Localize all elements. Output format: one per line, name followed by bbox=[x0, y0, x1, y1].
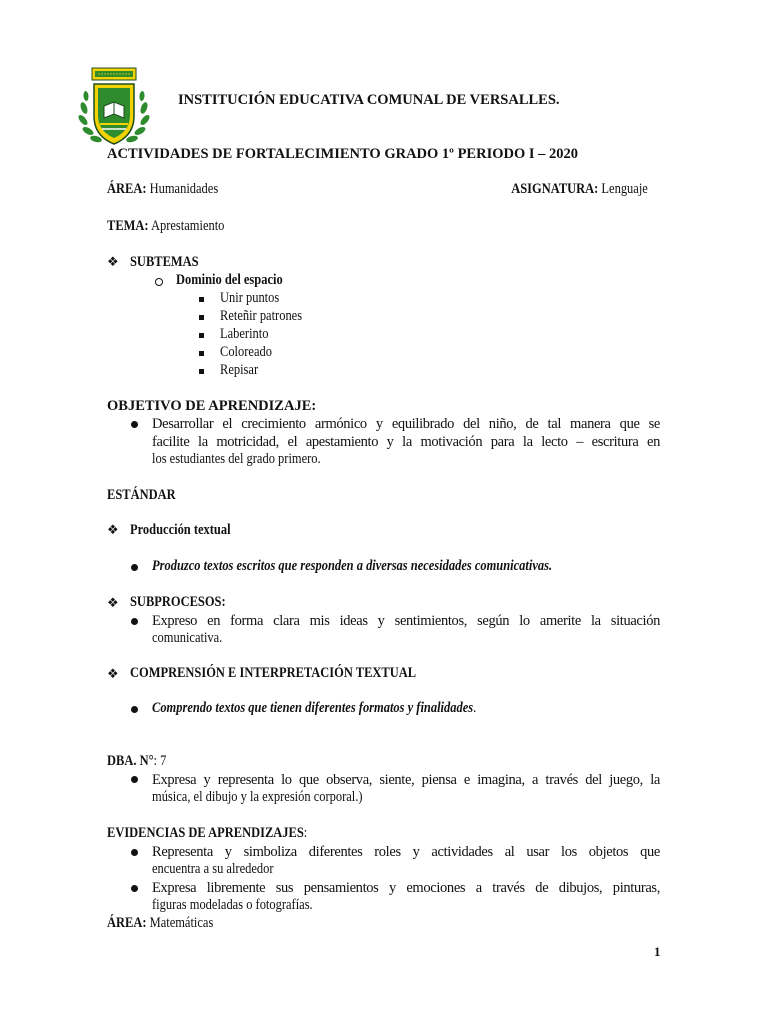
subprocesses-line: Expreso en forma clara mis ideas y sentimientos, según lo amerite la situación bbox=[152, 613, 660, 629]
bullet-icon bbox=[131, 421, 138, 428]
diamond-bullet-icon: ❖ bbox=[107, 522, 119, 537]
subject-line bbox=[511, 181, 648, 198]
subtopic-item: Unir puntos bbox=[220, 290, 280, 306]
area-value: Humanidades bbox=[149, 181, 219, 197]
evidence-line: Expresa libremente sus pensamientos y emociones a través de dibujos, pinturas, bbox=[152, 880, 660, 896]
subprocesses-line: comunicativa. bbox=[152, 630, 223, 646]
bullet-icon bbox=[131, 706, 138, 713]
evidences-heading: EVIDENCIAS DE APRENDIZAJES bbox=[107, 825, 304, 841]
topic-value: Aprestamiento bbox=[151, 218, 225, 234]
subtopics-group: Dominio del espacio bbox=[176, 272, 283, 288]
subtopic-item: Laberinto bbox=[220, 326, 269, 342]
comprehension-item-line bbox=[152, 700, 476, 717]
evidences-heading-line bbox=[107, 825, 307, 842]
dba-value: : 7 bbox=[153, 753, 167, 769]
diamond-bullet-icon: ❖ bbox=[107, 595, 119, 610]
objective-line: facilite la motricidad, el apestamiento y la motivación para la lecto – escritura en bbox=[152, 434, 660, 450]
square-bullet-icon bbox=[199, 351, 204, 356]
subject-value: Lenguaje bbox=[601, 181, 648, 197]
subject-label: ASIGNATURA: bbox=[511, 181, 599, 197]
subtopic-item: Repisar bbox=[220, 362, 259, 378]
page-number: 1 bbox=[654, 944, 661, 959]
bullet-icon bbox=[131, 618, 138, 625]
dba-label: DBA. N° bbox=[107, 753, 154, 769]
diamond-bullet-icon: ❖ bbox=[107, 254, 119, 269]
bullet-icon bbox=[131, 885, 138, 892]
hollow-circle-bullet-icon bbox=[155, 278, 163, 286]
bullet-icon bbox=[131, 849, 138, 856]
production-item: Produzco textos escritos que responden a diversas necesidades comunicativas. bbox=[152, 558, 553, 574]
subprocesses-heading: SUBPROCESOS: bbox=[130, 594, 226, 610]
bullet-icon bbox=[131, 776, 138, 783]
objective-line: Desarrollar el crecimiento armónico y equilibrado del niño, de tal manera que se bbox=[152, 416, 660, 432]
area-label: ÁREA: bbox=[107, 181, 147, 197]
footer-area-value: Matemáticas bbox=[149, 915, 214, 931]
evidence-line: figuras modeladas o fotografías. bbox=[152, 897, 313, 913]
topic-line bbox=[107, 218, 224, 235]
subtopics-heading: SUBTEMAS bbox=[130, 254, 199, 270]
school-crest-logo bbox=[78, 64, 150, 150]
comprehension-heading: COMPRENSIÓN E INTERPRETACIÓN TEXTUAL bbox=[130, 665, 417, 681]
comprehension-item: Comprendo textos que tienen diferentes formatos y finalidades bbox=[152, 700, 474, 716]
comprehension-item-suffix: . bbox=[473, 700, 477, 716]
standard-heading: ESTÁNDAR bbox=[107, 487, 176, 503]
area-line bbox=[107, 181, 218, 198]
square-bullet-icon bbox=[199, 333, 204, 338]
footer-area-line bbox=[107, 915, 213, 932]
footer-area-label: ÁREA: bbox=[107, 915, 147, 931]
dba-line-text: música, el dibujo y la expresión corporal.) bbox=[152, 789, 363, 805]
evidences-heading-suffix: : bbox=[303, 825, 308, 841]
production-heading: Producción textual bbox=[130, 522, 231, 538]
objective-heading: OBJETIVO DE APRENDIZAJE: bbox=[107, 398, 317, 414]
objective-line: los estudiantes del grado primero. bbox=[152, 451, 321, 467]
subtopic-item: Reteñir patrones bbox=[220, 308, 303, 324]
institution-title: INSTITUCIÓN EDUCATIVA COMUNAL DE VERSALLES. bbox=[178, 92, 560, 108]
subtopic-item: Coloreado bbox=[220, 344, 272, 360]
dba-line bbox=[107, 753, 166, 770]
square-bullet-icon bbox=[199, 297, 204, 302]
evidence-line: encuentra a su alrededor bbox=[152, 861, 274, 877]
square-bullet-icon bbox=[199, 315, 204, 320]
evidence-line: Representa y simboliza diferentes roles y actividades al usar los objetos que bbox=[152, 844, 660, 860]
topic-label: TEMA: bbox=[107, 218, 149, 234]
diamond-bullet-icon: ❖ bbox=[107, 666, 119, 681]
square-bullet-icon bbox=[199, 369, 204, 374]
activities-title: ACTIVIDADES DE FORTALECIMIENTO GRADO 1º PERIODO I – 2020 bbox=[107, 146, 579, 162]
bullet-icon bbox=[131, 564, 138, 571]
dba-line-text: Expresa y representa lo que observa, siente, piensa e imagina, a través del juego, la bbox=[152, 772, 660, 788]
